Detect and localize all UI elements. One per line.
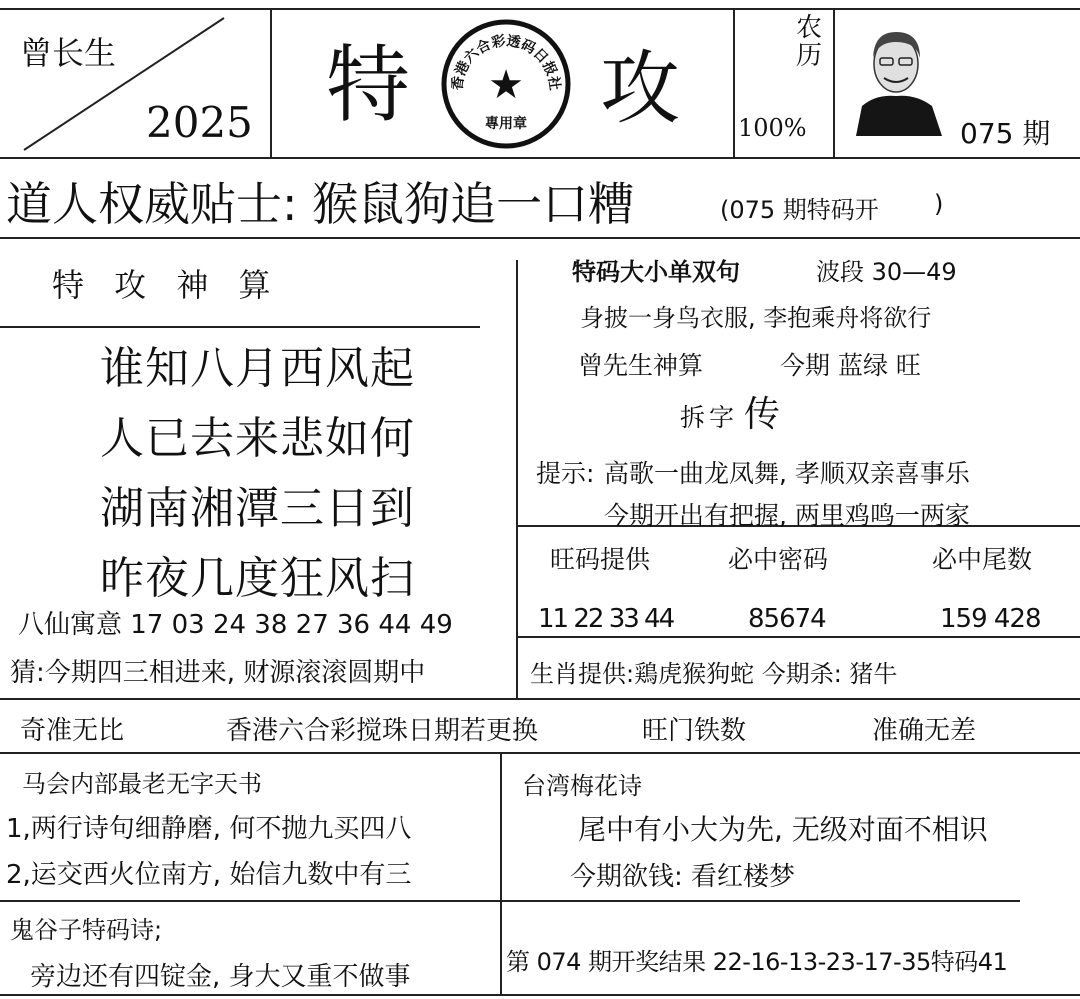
poem-line-4: 昨夜几度狂风扫 [100,553,415,604]
rule-left-heading [0,326,480,328]
seal-bottom-text: 專用章 [485,116,527,132]
tip-bar-note-end: ) [934,190,944,218]
banner-item-4: 准确无差 [872,716,977,746]
percent-label: 100% [738,114,807,142]
tip-bar-note: (075 期特码开 [720,196,879,224]
poem-line-1: 谁知八月西风起 [100,343,415,394]
horse-club-title: 马会内部最老无字天书 [22,770,262,798]
rule-bottom [0,994,1080,996]
title-char-right: 攻 [600,42,680,135]
hint-line-1: 高歌一曲龙凤舞, 孝顺双亲喜事乐 [604,459,970,488]
name-label: 曾长生 [20,34,117,72]
codes-value-hot: 11 22 33 44 [538,604,674,634]
codes-header-hot: 旺码提供 [550,545,651,574]
taiwan-title: 台湾梅花诗 [522,772,642,800]
rule-header-bottom [0,157,1080,159]
hint-line-2: 今期开出有把握, 两里鸡鸣一两家 [604,501,970,530]
year-label: 2025 [146,98,253,147]
tip-bar-text: 道人权威贴士: 猴鼠狗追一口糟 [6,177,635,231]
codes-header-secret: 必中密码 [728,545,829,574]
portrait-image [846,20,946,136]
riddle-line: 身披一身鸟衣服, 李抱乘舟将欲行 [580,304,932,332]
zodiac-line: 生肖提供:鶏虎猴狗蛇 今期杀: 猪牛 [530,660,898,688]
hint-label: 提示: [536,459,595,488]
banner-item-3: 旺门铁数 [642,716,747,746]
size-odd-even-label: 特码大小单双句 [572,258,740,286]
poem-line-3: 湖南湘潭三日到 [100,483,415,534]
rule-tip-bottom [0,237,1080,239]
rule-v-middle [516,260,518,700]
rule-banner-bottom [0,752,1080,754]
rule-left-lower [0,900,500,902]
wave-range-label: 波段 30—49 [816,258,957,286]
color-hint-label: 今期 蓝绿 旺 [780,351,921,380]
rule-right-zodiac [516,636,1080,638]
issue-label: 075 期 [960,117,1051,150]
chaizi-char: 传 [744,394,781,435]
codes-header-tail: 必中尾数 [932,545,1033,574]
codes-value-secret: 85674 [748,604,826,634]
master-calc-label: 曾先生神算 [578,351,704,380]
baxian-numbers: 八仙寓意 17 03 24 38 27 36 44 49 [18,610,453,640]
taiwan-line-2: 今期欲钱: 看红楼梦 [570,862,796,892]
draw-result: 第 074 期开奖结果 22-16-13-23-17-35特码41 [506,948,1008,976]
title-char-left: 特 [326,36,411,134]
codes-value-tail: 159 428 [940,604,1041,634]
seal-ring-text: 香港六合彩透码日报社 [449,33,563,92]
seal-star-icon: ★ [488,62,524,108]
seal-stamp [438,16,574,152]
rule-v-header-2 [733,8,735,158]
lunar-label: 农历 [796,13,823,71]
horse-club-line-2: 2,运交西火位南方, 始信九数中有三 [6,860,412,890]
guess-text: 猜:今期四三相进来, 财源滚滚圆期中 [10,658,426,688]
chaizi-label: 拆字 [680,403,739,432]
taiwan-line-1: 尾中有小大为先, 无级对面不相识 [578,813,988,846]
rule-mid [0,698,1080,700]
rule-v-lower [500,752,502,996]
guiguzi-title: 鬼谷子特码诗; [10,916,163,944]
guiguzi-line: 旁边还有四锭金, 身大又重不做事 [30,962,411,992]
poem-line-2: 人已去来悲如何 [100,413,415,464]
horse-club-line-1: 1,两行诗句细静磨, 何不抛九买四八 [6,814,412,844]
rule-top [0,8,1080,10]
rule-right-lower [500,900,1020,902]
banner-item-1: 奇准无比 [20,716,125,746]
left-heading: 特 攻 神 算 [52,266,281,304]
rule-v-header-1 [270,8,272,158]
rule-v-header-3 [833,8,835,158]
banner-item-2: 香港六合彩搅珠日期若更换 [226,716,539,746]
